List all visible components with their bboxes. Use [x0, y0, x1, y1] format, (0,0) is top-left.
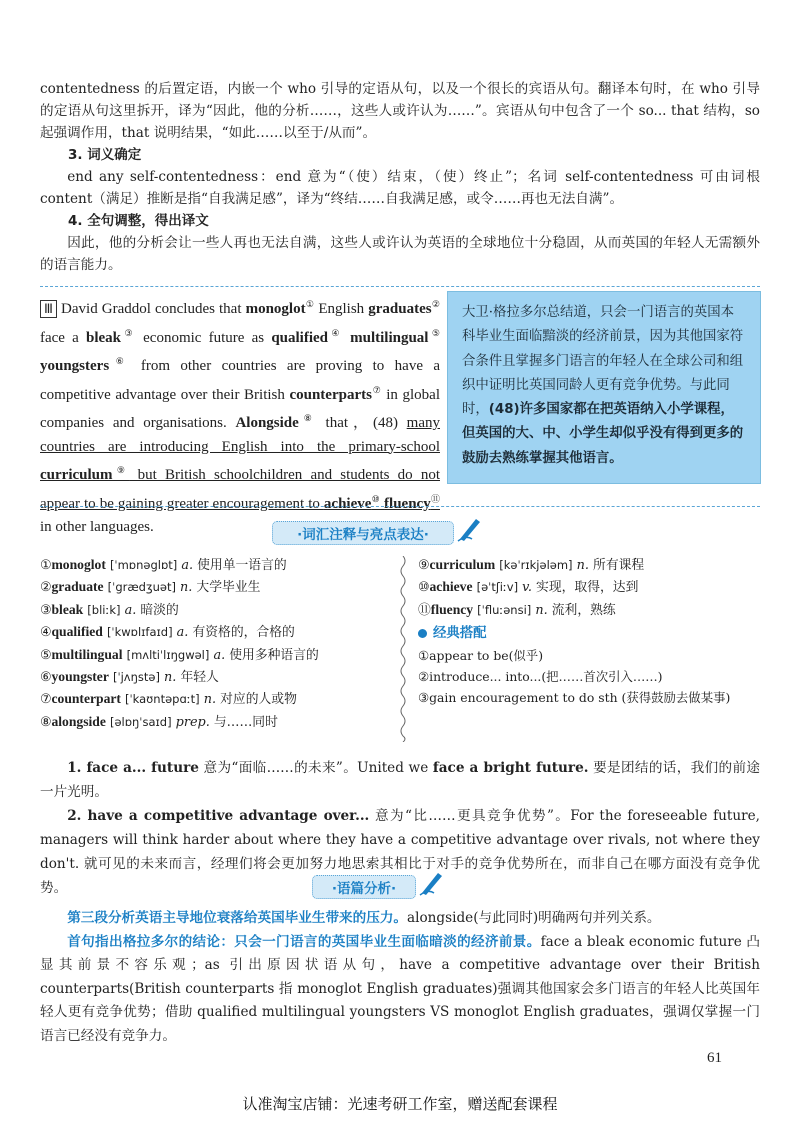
vocab-definition: 有资格的，合格的	[192, 625, 295, 641]
vocab-number: ⑪	[418, 602, 431, 618]
vocab-phonetic: [ˈfluːənsi]	[477, 602, 532, 617]
vocab-pos: a.	[176, 625, 189, 641]
vocab-pos: a.	[181, 558, 194, 573]
vocab-word: bleak	[51, 601, 84, 617]
analysis-highlight: 首句指出格拉多尔的结论：只会一门语言的英国毕业生面临暗淡的经济前景。	[67, 933, 541, 950]
vocab-number: ①	[40, 558, 52, 573]
point-keyword: 2. have a competitive advantage over...	[67, 808, 370, 824]
passage-run: English	[314, 301, 369, 317]
footnote-mark: ①	[305, 299, 315, 309]
banner-text: ·语篇分析·	[331, 881, 397, 897]
passage-run: in other languages.	[40, 519, 154, 535]
footer-note: 认准淘宝店铺：光速考研工作室，赠送配套课程	[242, 1095, 558, 1113]
page-number: 61	[707, 1050, 722, 1066]
footnote-mark: ⑤	[428, 327, 440, 338]
vocab-item	[418, 576, 763, 598]
vocab-definition: 与……同时	[213, 714, 278, 730]
analysis-text: face a bleak economic future 凸显其前景不容乐观；as 引出原因状语从句，have a competitive advantage over their British counterparts(British counterparts 指 monoglot English graduates)强调其他国家会多门语言的年轻人比英国年轻人更有竞争优势；借助 qualified multilingual youngsters VS monoglot English graduates，强调仅掌握一门语言已经没有竞争力。	[40, 933, 760, 1044]
vocab-list-right	[418, 554, 763, 709]
banner-text: ·词汇注释与亮点表达·	[297, 527, 429, 543]
pen-icon	[416, 867, 446, 897]
point-text: 意为“比……更具竞争优势”。For the foreseeable future, managers will think harder about where they have a competitive advantage over rivals, not where they don't. 就可见的未来而言，经理们将会更加努力地思索其相比于对手的竞争优势所在，而非自己在哪方面没有竞争优势。	[40, 808, 760, 896]
vocab-pos: n.	[180, 580, 193, 596]
passage-run: but British schoolchildren and students do not appear to be gaining greater encouragement to	[40, 467, 440, 512]
translation-box	[447, 291, 761, 484]
footnote-mark: ⑩	[371, 493, 381, 504]
vocab-number: ②	[40, 580, 52, 596]
passage-run: that，(48)	[316, 415, 407, 431]
vocab-number: ⑩	[418, 580, 430, 596]
keyword: multilingual	[350, 329, 429, 346]
keyword: fluency	[384, 495, 431, 512]
explanation-text: contentedness 的后置定语，内嵌一个 who 引导的定语从句，以及一个很长的宾语从句。翻译本句时，在 who 引导的定语从句这里拆开，译为“因此，他的分析……，这些人或许认为……”。宾语从句中包含了一个 so... that 结构，so 起强调作用，that 说明结果，“如此……以至于/从而”。	[40, 81, 760, 141]
vocab-item	[40, 554, 390, 576]
footnote-mark: ⑦	[371, 384, 382, 395]
vocab-item	[40, 644, 390, 666]
vocab-word: alongside	[51, 713, 106, 729]
keyword: youngsters	[40, 358, 110, 374]
vocab-phonetic: [əlɒŋˈsaɪd]	[109, 714, 172, 729]
classic-title: 经典搭配	[433, 626, 487, 642]
vocab-pos: a.	[213, 647, 226, 663]
keyword: graduates	[368, 301, 432, 317]
keyword: achieve	[323, 495, 372, 512]
vocab-definition: 对应的人或物	[220, 692, 297, 708]
analysis-highlight: 第三段分析英语主导地位衰落给英国毕业生带来的压力。	[67, 910, 408, 926]
vocab-pos: prep.	[175, 714, 210, 730]
vocab-number: ⑧	[40, 714, 52, 730]
footnote-mark: ③	[121, 327, 136, 338]
vocab-number: ⑤	[40, 647, 52, 663]
keyword: curriculum	[40, 467, 113, 483]
vocab-definition: 年轻人	[180, 670, 219, 686]
vocab-item	[418, 599, 763, 621]
vocab-definition: 使用多种语言的	[229, 647, 319, 663]
translation-highlight: (48)许多国家都在把英语纳入小学课程，但英国的大、中、小学生却似乎没有得到更多的鼓励去熟练掌握其他语言。	[462, 402, 744, 466]
vocab-number: ⑥	[40, 670, 52, 686]
passage-run: from other countries are proving to have a competitive advantage over their British	[40, 358, 440, 403]
footnote-mark: ②	[431, 299, 440, 309]
section-heading-3: 3. 词义确定	[68, 147, 142, 163]
passage-text	[40, 293, 440, 540]
vocab-word: monoglot	[51, 557, 106, 572]
vocab-item	[40, 599, 390, 621]
keyword: counterparts	[289, 386, 372, 403]
vocab-phonetic: [ˈkwɒlɪfaɪd]	[106, 625, 173, 640]
footnote-mark: ④	[328, 327, 343, 338]
vocab-word: fluency	[430, 601, 474, 617]
vocab-word: counterpart	[51, 691, 121, 707]
vocab-definition: 暗淡的	[140, 602, 179, 618]
vocab-definition: 使用单一语言的	[197, 558, 287, 573]
vocab-phonetic: [bliːk]	[87, 602, 121, 617]
footnote-mark: ⑧	[298, 413, 317, 423]
vocab-definition: 流利，熟练	[551, 602, 616, 618]
keyword: bleak	[86, 329, 122, 346]
vocab-number: ⑨	[418, 558, 430, 573]
vocab-phonetic: [ˈjʌŋstə]	[112, 670, 160, 685]
vocab-phonetic: [ˈkaʊntəpɑːt]	[125, 692, 200, 707]
explanation-text-3: end any self-contentedness：end 意为“（使）结束，（使）终止”；名词 self-contentedness 可由词根 content（满足）推断是指“自我满足感”，译为“终结……自我满足感，或令……再也无法自满”。	[40, 169, 760, 207]
vocab-pos: n.	[576, 558, 589, 573]
vocab-phonetic: [əˈtʃiːv]	[476, 580, 519, 595]
discourse-analysis	[40, 907, 760, 1048]
paragraph-number: Ⅲ	[40, 300, 57, 318]
vocab-pos: n.	[203, 692, 217, 708]
classic-item: ③gain encouragement to do sth (获得鼓励去做某事)	[418, 690, 731, 706]
analysis-2	[40, 931, 760, 1049]
vocab-pos: a.	[124, 602, 137, 618]
vocab-definition: 实现，取得，达到	[536, 580, 639, 596]
pen-icon	[454, 513, 484, 543]
vocab-word: multilingual	[51, 646, 123, 662]
translation-final: 因此，他的分析会让一些人再也无法自满，这些人或许认为英语的全球地位十分稳固，从而英国的年轻人无需额外的语言能力。	[40, 235, 760, 273]
point-text: 要是团结的话，我们的前途一片光明。	[40, 760, 760, 800]
explanation-paragraph	[40, 78, 760, 276]
vocab-banner	[272, 521, 454, 545]
vocab-item	[40, 576, 390, 598]
vocab-item	[40, 666, 390, 688]
passage-run: in global companies and organisations.	[40, 386, 440, 431]
vocab-phonetic: [ˈmɒnəglɒt]	[109, 558, 178, 572]
section-heading-4: 4. 全句调整，得出译文	[68, 213, 209, 229]
vocab-word: qualified	[51, 624, 103, 640]
vocab-word: achieve	[429, 579, 473, 595]
point-keyword: 1. face a... future	[67, 760, 199, 776]
passage-run: economic future as	[135, 329, 272, 346]
vocab-list-left	[40, 554, 390, 733]
vocab-number: ③	[40, 602, 52, 618]
analysis-text: alongside(与此同时)明确两句并列关系。	[407, 910, 661, 926]
footnote-mark: ⑨	[112, 465, 130, 475]
bullet-icon	[418, 629, 427, 638]
vocab-word: graduate	[51, 579, 104, 595]
vocab-number: ④	[40, 625, 52, 641]
divider	[40, 286, 760, 287]
point-1	[40, 756, 760, 804]
analysis-1	[40, 907, 760, 931]
vocab-item	[40, 688, 390, 710]
translation-text: 大卫·格拉多尔总结道，只会一门语言的英国本科毕业生面临黯淡的经济前景，因为其他国家符合条件且掌握多门语言的年轻人在全球公司和组织中证明比英国同龄人更有竞争优势。与此同时，	[462, 305, 744, 418]
vocab-phonetic: [ˈgrædʒuət]	[107, 580, 176, 595]
vocab-item	[40, 621, 390, 643]
keyword: Alongside	[235, 415, 299, 431]
vocab-pos: v.	[522, 580, 532, 596]
classic-item: ①appear to be(似乎)	[418, 647, 544, 663]
passage-run: many countries are introducing English into the primary-school	[40, 415, 440, 455]
vocab-word: curriculum	[429, 557, 496, 572]
vocab-phonetic: [kəˈrɪkjələm]	[499, 558, 573, 572]
analysis-banner	[312, 875, 416, 899]
classic-item: ②introduce... into...(把……首次引入……)	[418, 669, 663, 685]
point-keyword: face a bright future.	[432, 760, 589, 776]
vocab-item	[40, 711, 390, 733]
vocab-definition: 所有课程	[593, 558, 645, 573]
keyword: monoglot	[245, 301, 306, 317]
passage-run: face a	[40, 329, 86, 346]
vocab-definition: 大学毕业生	[196, 580, 261, 596]
vocab-item	[418, 554, 763, 576]
keyword: qualified	[271, 329, 328, 346]
footnote-mark: ⑪	[430, 493, 440, 504]
footnote-mark: ⑥	[109, 356, 131, 366]
classic-heading	[418, 623, 763, 644]
vocab-pos: n.	[164, 670, 177, 686]
divider	[40, 506, 760, 507]
vocab-phonetic: [mʌltiˈlɪŋgwəl]	[126, 647, 210, 662]
point-text: 意为“面临……的未来”。United we	[198, 760, 433, 776]
vocab-number: ⑦	[40, 692, 52, 708]
column-divider	[398, 556, 408, 742]
vocab-pos: n.	[535, 602, 548, 618]
vocab-word: youngster	[51, 669, 109, 685]
passage-run: David Graddol concludes that	[56, 301, 246, 317]
